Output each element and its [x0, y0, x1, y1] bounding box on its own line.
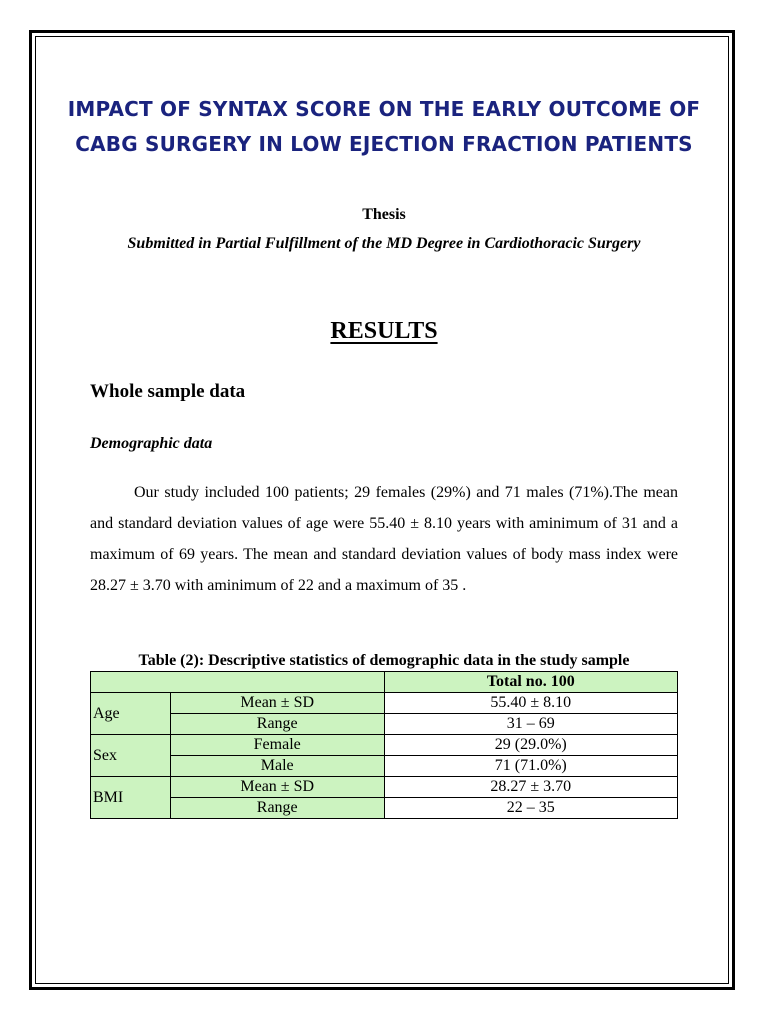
table-row	[91, 693, 678, 714]
row-stat-label: Range	[170, 798, 384, 819]
table-row	[91, 714, 678, 735]
table-header-row	[91, 672, 678, 693]
table-row	[91, 756, 678, 777]
table-header-empty	[91, 672, 385, 693]
row-value: 22 – 35	[384, 798, 677, 819]
row-stat-label: Male	[170, 756, 384, 777]
row-value: 71 (71.0%)	[384, 756, 677, 777]
table-row	[91, 735, 678, 756]
table-header-total: Total no. 100	[384, 672, 677, 693]
table-row	[91, 777, 678, 798]
row-group-label: BMI	[91, 777, 171, 819]
subsection-heading: Demographic data	[90, 435, 213, 452]
row-stat-label: Female	[170, 735, 384, 756]
thesis-label: Thesis	[362, 206, 406, 223]
row-stat-label: Mean ± SD	[170, 777, 384, 798]
row-group-label: Age	[91, 693, 171, 735]
row-stat-label: Mean ± SD	[170, 693, 384, 714]
demographic-table	[90, 671, 678, 819]
row-value: 31 – 69	[384, 714, 677, 735]
row-value: 28.27 ± 3.70	[384, 777, 677, 798]
section-heading: Whole sample data	[90, 381, 246, 402]
body-paragraph: Our study included 100 patients; 29 females (29%) and 71 males (71%).The mean and standard deviation values of age were 55.40 ± 8.10 years with aminimum of 31 and a maximum of 69 years. The mean and standard deviation values of body mass index were 28.27 ± 3.70 with aminimum of 22 and a maximum of 35 .	[90, 484, 678, 594]
results-heading: RESULTS	[330, 318, 438, 344]
document-title: IMPACT OF SYNTAX SCORE ON THE EARLY OUTCOME OF CABG SURGERY IN LOW EJECTION FRACTION PATIENTS	[67, 97, 701, 156]
submission-statement: Submitted in Partial Fulfillment of the MD Degree in Cardiothoracic Surgery	[127, 235, 641, 252]
row-stat-label: Range	[170, 714, 384, 735]
table-caption: Table (2): Descriptive statistics of demographic data in the study sample	[138, 652, 630, 669]
row-group-label: Sex	[91, 735, 171, 777]
row-value: 55.40 ± 8.10	[384, 693, 677, 714]
row-value: 29 (29.0%)	[384, 735, 677, 756]
table-row	[91, 798, 678, 819]
